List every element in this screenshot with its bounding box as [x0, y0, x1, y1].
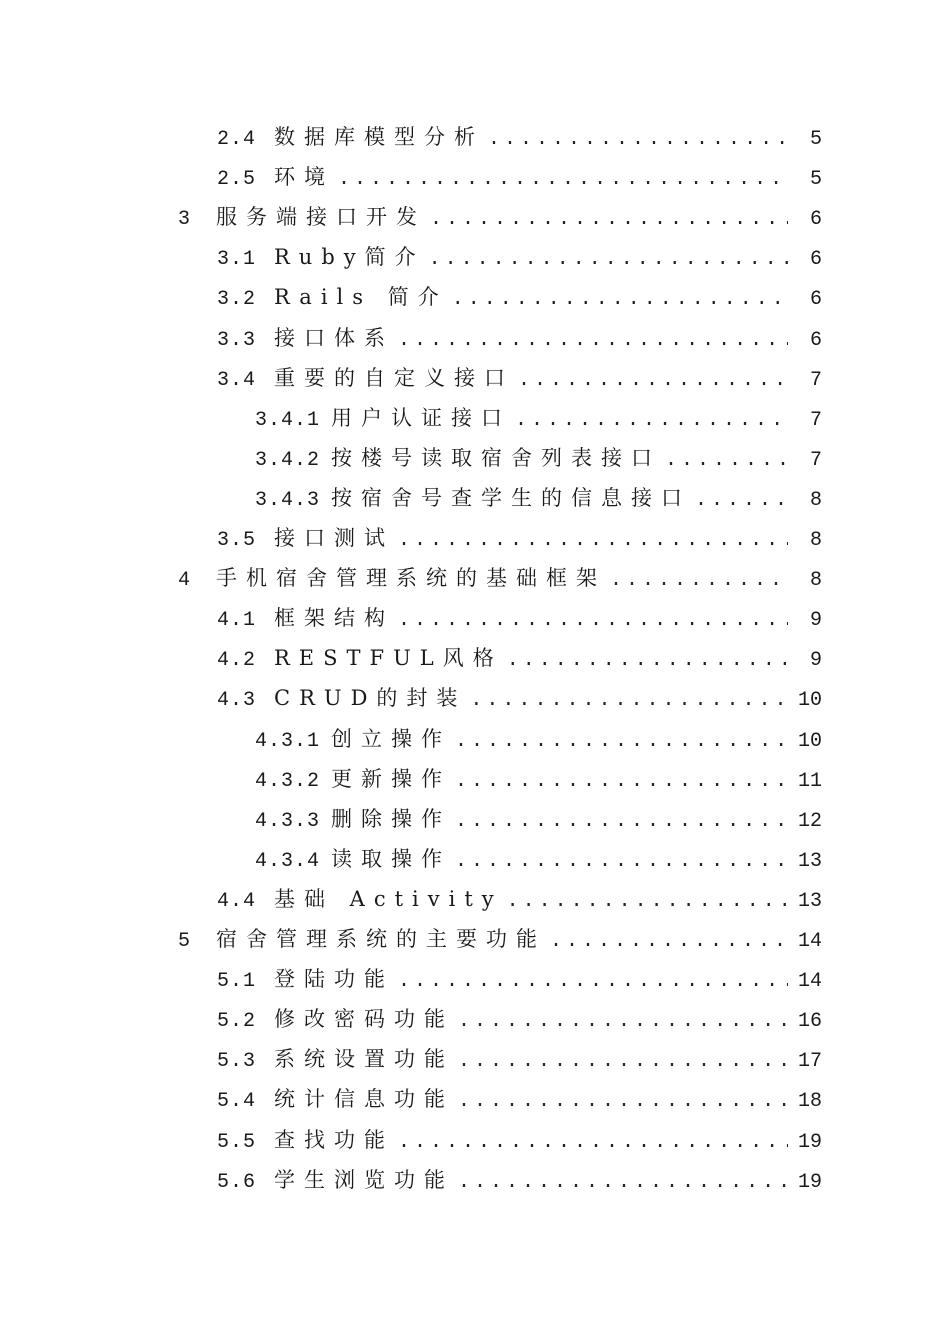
toc-entry-number: 3.3: [217, 328, 257, 352]
toc-dot-leader: [507, 887, 788, 917]
toc-entry[interactable]: [178, 563, 822, 593]
toc-entry-number: 4: [178, 569, 192, 593]
toc-entry[interactable]: [217, 162, 822, 192]
toc-entry-page-number: 5: [809, 168, 822, 192]
toc-dot-leader: [430, 205, 788, 235]
toc-entry-title: 宿舍管理系统的主要功能: [216, 927, 546, 951]
toc-entry-number: 4.3.4: [255, 849, 321, 873]
toc-dot-leader: [429, 245, 788, 275]
toc-entry[interactable]: [217, 282, 822, 312]
toc-dot-leader: [398, 1128, 788, 1158]
toc-dot-leader: [398, 606, 788, 636]
toc-entry[interactable]: [217, 1125, 822, 1155]
toc-entry-page-number: 19: [797, 1130, 822, 1154]
toc-entry-title: 基础 Activity: [274, 886, 503, 911]
toc-dot-leader: [398, 526, 788, 556]
toc-dot-leader: [458, 1047, 788, 1077]
toc-dot-leader: [455, 807, 788, 837]
toc-entry-number: 4.1: [217, 609, 257, 633]
toc-entry[interactable]: [217, 964, 822, 994]
toc-dot-leader: [455, 847, 788, 877]
toc-entry-page-number: 8: [809, 529, 822, 552]
toc-entry[interactable]: [217, 1004, 822, 1034]
toc-dot-leader: [458, 1007, 788, 1037]
toc-entry[interactable]: [255, 804, 822, 834]
toc-dot-leader: [452, 285, 788, 315]
toc-entry-title: 创立操作: [331, 726, 451, 751]
toc-entry-title: 查找功能: [274, 1127, 394, 1152]
toc-entry-title: 删除操作: [331, 806, 451, 831]
toc-entry-page-number: 19: [797, 1170, 822, 1194]
toc-entry[interactable]: [178, 924, 822, 954]
toc-entry-page-number: 13: [797, 889, 822, 913]
toc-entry-title: 手机宿舍管理系统的基础框架: [216, 566, 606, 591]
toc-entry[interactable]: [255, 844, 822, 874]
toc-entry-page-number: 6: [809, 328, 822, 352]
toc-entry-title: 环境: [274, 165, 334, 190]
toc-dot-leader: [518, 366, 788, 396]
toc-entry-page-number: 7: [809, 408, 822, 432]
toc-entry-page-number: 9: [809, 609, 822, 633]
toc-dot-leader: [455, 727, 788, 757]
toc-entry-title: 按楼号读取宿舍列表接口: [331, 445, 661, 470]
toc-entry-number: 5: [178, 930, 192, 953]
toc-entry-number: 5.6: [217, 1170, 257, 1194]
toc-entry-number: 3.5: [217, 529, 257, 552]
toc-entry[interactable]: [255, 483, 822, 513]
toc-entry-page-number: 14: [797, 930, 822, 953]
toc-entry-number: 3.2: [217, 288, 257, 312]
toc-entry-number: 4.4: [217, 889, 257, 913]
toc-entry[interactable]: [178, 202, 822, 232]
toc-entry-title: 修改密码功能: [274, 1007, 454, 1032]
toc-entry-number: 3.4: [217, 368, 257, 392]
toc-entry[interactable]: [217, 884, 822, 914]
toc-dot-leader: [458, 1168, 788, 1198]
toc-entry-page-number: 6: [809, 248, 822, 272]
toc-entry-number: 5.5: [217, 1130, 257, 1154]
toc-entry-page-number: 14: [797, 970, 822, 994]
toc-entry[interactable]: [217, 1084, 822, 1114]
toc-dot-leader: [398, 326, 788, 356]
toc-entry-page-number: 6: [809, 208, 822, 232]
toc-entry[interactable]: [217, 643, 822, 673]
toc-dot-leader: [695, 486, 788, 516]
toc-entry-page-number: 11: [797, 769, 822, 793]
toc-entry[interactable]: [217, 122, 822, 152]
toc-entry-page-number: 17: [797, 1050, 822, 1074]
toc-entry-title: 框架结构: [274, 606, 394, 631]
toc-entry-page-number: 12: [797, 809, 822, 833]
toc-entry[interactable]: [217, 1044, 822, 1074]
toc-entry-title: 按宿舍号查学生的信息接口: [331, 485, 691, 510]
toc-entry-number: 4.2: [217, 649, 257, 673]
toc-entry-page-number: 16: [797, 1010, 822, 1034]
toc-entry-page-number: 7: [809, 448, 822, 472]
toc-dot-leader: [610, 566, 788, 596]
toc-entry-number: 5.2: [217, 1010, 257, 1034]
toc-dot-leader: [470, 686, 788, 716]
toc-dot-leader: [458, 1087, 788, 1117]
toc-dot-leader: [550, 927, 788, 957]
toc-entry-title: Ruby简介: [274, 245, 425, 270]
toc-entry-page-number: 5: [809, 128, 822, 151]
toc-entry-title: 用户认证接口: [331, 405, 511, 430]
toc-entry-title: 重要的自定义接口: [274, 365, 514, 390]
toc-entry-title: 登陆功能: [274, 967, 394, 992]
toc-dot-leader: [515, 406, 788, 436]
toc-entry-title: 数据库模型分析: [274, 125, 484, 149]
toc-entry[interactable]: [217, 683, 822, 713]
toc-entry-title: 接口测试: [274, 526, 394, 550]
toc-entry-title: 统计信息功能: [274, 1087, 454, 1112]
toc-entry-number: 4.3.1: [255, 729, 321, 753]
toc-entry[interactable]: [255, 764, 822, 794]
toc-entry-page-number: 9: [809, 649, 822, 673]
toc-entry[interactable]: [217, 523, 822, 553]
toc-entry-title: 接口体系: [274, 325, 394, 350]
toc-entry[interactable]: [217, 1165, 822, 1195]
toc-entry-number: 5.4: [217, 1090, 257, 1114]
toc-entry-title: CRUD的封装: [274, 686, 467, 711]
toc-entry-number: 3.1: [217, 248, 257, 272]
toc-entry-title: RESTFUL风格: [274, 646, 503, 671]
toc-dot-leader: [665, 446, 788, 476]
toc-entry[interactable]: [217, 603, 822, 633]
toc-dot-leader: [507, 646, 788, 676]
toc-entry-number: 3.4.2: [255, 448, 321, 472]
toc-entry-page-number: 10: [797, 689, 822, 713]
toc-dot-leader: [398, 967, 788, 997]
toc-entry-number: 3.4.1: [255, 408, 321, 432]
toc-entry[interactable]: [255, 403, 822, 433]
toc-dot-leader: [338, 165, 788, 195]
toc-entry-number: 2.5: [217, 168, 257, 192]
toc-entry-number: 4.3.3: [255, 809, 321, 833]
toc-entry-page-number: 8: [809, 488, 822, 512]
toc-entry-title: 更新操作: [331, 766, 451, 791]
toc-entry-title: 服务端接口开发: [216, 205, 426, 230]
toc-entry[interactable]: [217, 363, 822, 393]
toc-entry-page-number: 8: [809, 569, 822, 593]
toc-entry-number: 4.3.2: [255, 769, 321, 793]
toc-entry-title: Rails 简介: [274, 285, 448, 310]
toc-entry-number: 2.4: [217, 128, 257, 151]
toc-entry-number: 5.3: [217, 1050, 257, 1074]
toc-entry-page-number: 13: [797, 849, 822, 873]
toc-entry[interactable]: [255, 724, 822, 754]
toc-entry-title: 读取操作: [331, 846, 451, 871]
toc-entry-number: 4.3: [217, 689, 257, 713]
toc-entry[interactable]: [217, 323, 822, 353]
toc-dot-leader: [455, 767, 788, 797]
toc-entry-number: 3.4.3: [255, 488, 321, 512]
toc-entry-title: 学生浏览功能: [274, 1167, 454, 1192]
toc-dot-leader: [488, 125, 788, 155]
toc-entry-number: 3: [178, 208, 192, 232]
toc-entry-title: 系统设置功能: [274, 1047, 454, 1072]
toc-entry-number: 5.1: [217, 970, 257, 994]
toc-entry-page-number: 7: [809, 368, 822, 392]
toc-entry[interactable]: [255, 443, 822, 473]
toc-entry-page-number: 18: [797, 1090, 822, 1114]
toc-entry[interactable]: [217, 242, 822, 272]
toc-entry-page-number: 6: [809, 288, 822, 312]
toc-entry-page-number: 10: [797, 729, 822, 753]
